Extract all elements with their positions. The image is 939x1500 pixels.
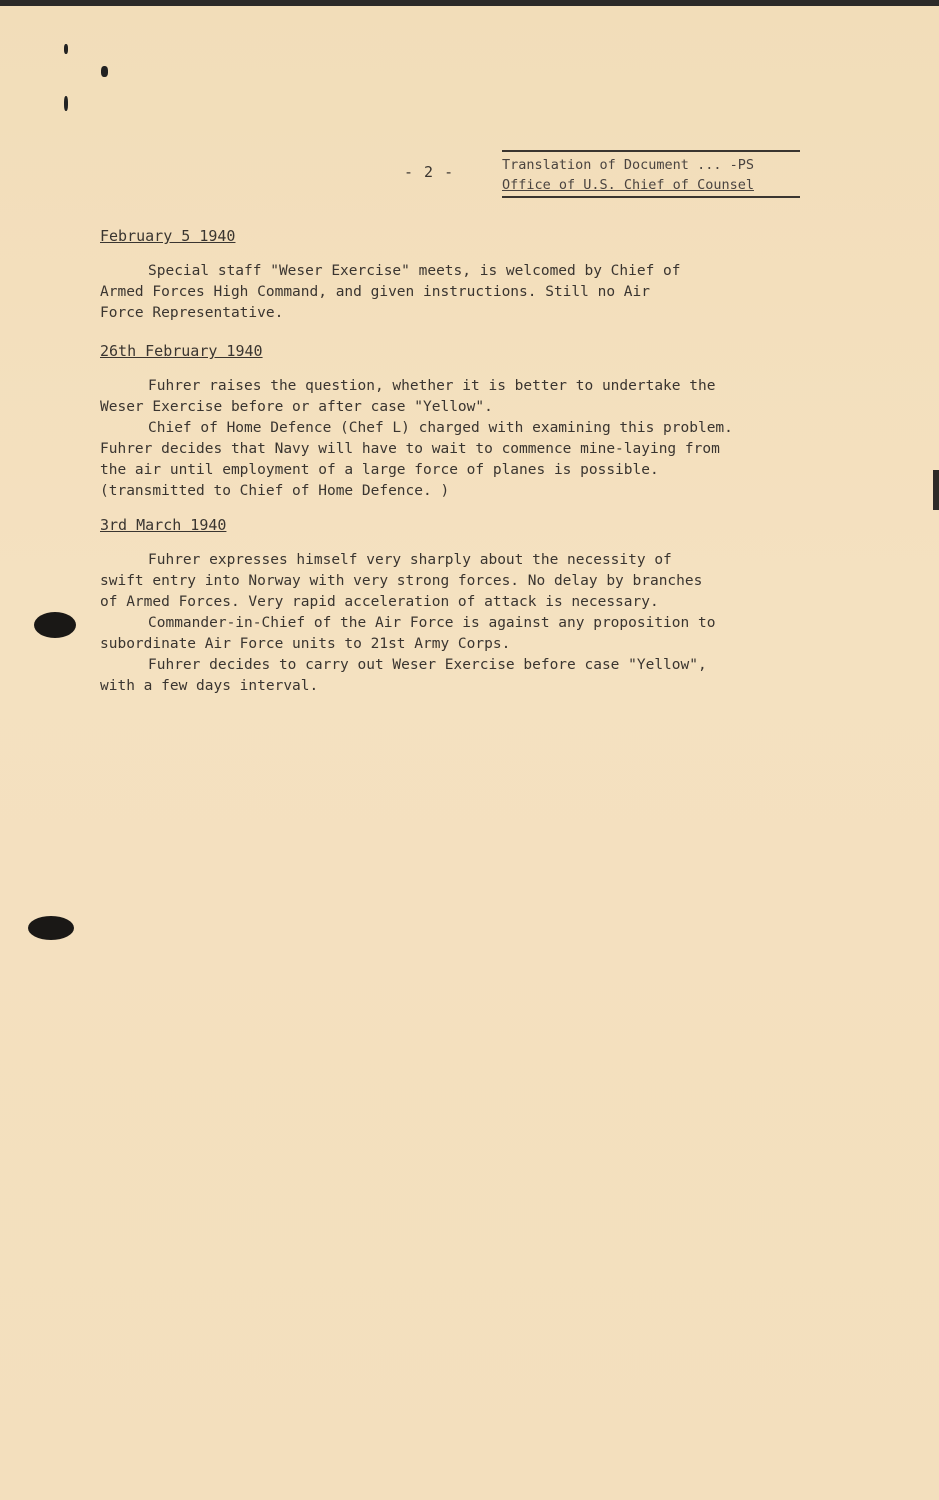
header-rule — [502, 150, 800, 152]
entry-date: 26th February 1940 — [100, 342, 263, 360]
entry-paragraph: Fuhrer raises the question, whether it is better to undertake the Weser Exercise before or after case "Yellow". — [100, 378, 716, 415]
entry-paragraph: Special staff "Weser Exercise" meets, is welcomed by Chief of Armed Forces High Command, and given instructions. Still no Air Force Representative. — [100, 263, 681, 321]
scan-top-edge — [0, 0, 939, 6]
entry-date: 3rd March 1940 — [100, 516, 227, 534]
entry-paragraph: Chief of Home Defence (Chef L) charged with examining this problem. Fuhrer decides that Navy will have to wait to commence mine-laying from the air until employment of a large force of planes is possible. (transmitted to Chief of Home Defence. ) — [100, 420, 733, 499]
document-header — [502, 150, 802, 198]
entry-paragraph: Commander-in-Chief of the Air Force is against any proposition to subordinate Air Force units to 21st Army Corps. — [100, 615, 716, 652]
entry-paragraph: Fuhrer decides to carry out Weser Exercise before case "Yellow", with a few days interval. — [100, 657, 707, 694]
scan-edge-mark — [933, 470, 939, 510]
entry-mar-3 — [100, 515, 800, 697]
entry-paragraph: Fuhrer expresses himself very sharply about the necessity of swift entry into Norway with very strong forces. No delay by branches of Armed Forces. Very rapid acceleration of attack is necessary. — [100, 552, 703, 610]
punch-hole — [34, 612, 76, 638]
entry-feb-5 — [100, 226, 800, 324]
entry-date: February 5 1940 — [100, 227, 236, 245]
page-number: - 2 - — [404, 163, 455, 181]
punch-hole — [28, 916, 74, 940]
margin-speck — [101, 66, 108, 77]
margin-speck — [64, 96, 68, 111]
header-bottom-rule — [502, 196, 800, 198]
entry-feb-26 — [100, 341, 800, 502]
margin-speck — [64, 44, 68, 54]
translation-line: Translation of Document ... -PS — [502, 157, 754, 173]
office-line: Office of U.S. Chief of Counsel — [502, 177, 754, 193]
